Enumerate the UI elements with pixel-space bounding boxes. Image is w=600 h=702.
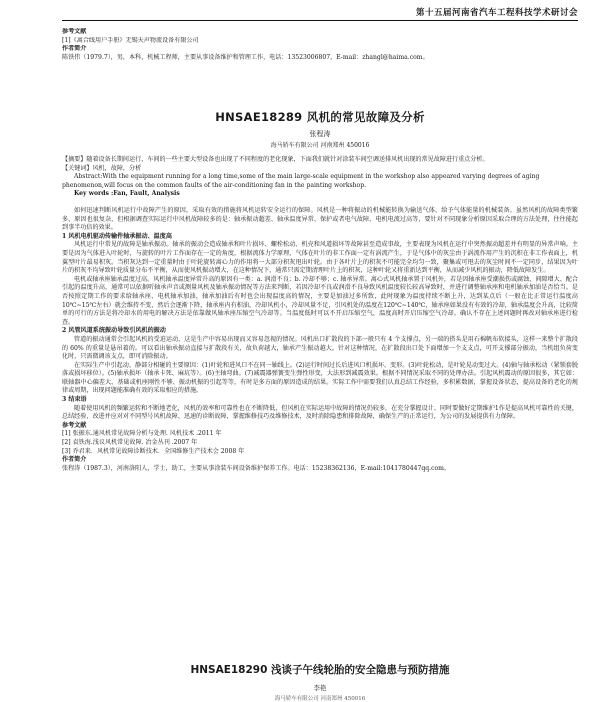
section-heading: 3 结束语 <box>62 396 87 404</box>
abstract-cn: 【摘要】随着设备长期间运行，车间的一些主要大型设备也出现了不同程度的老化现象，下面我们就针对涂装车间空调送排风机出现的常见故障进行重点分析。 <box>62 156 489 163</box>
reference-line: 张程涛（1987.3），河南洛阳人，学士，助工，主要从事涂装车间设备维护保养工作。电话：15238362136，E-mail:1041780447qq.com。 <box>62 464 451 472</box>
section-heading: 1 风机电机驱动传输件轴承振动、温度高 <box>62 232 172 240</box>
reference-line: [1] 张振东.通风机常见故障分析与处理. 风机技术 .2011 年 <box>62 430 222 438</box>
section-heading: 2 风管风道系统振动导致引风机的振动 <box>62 327 166 335</box>
prev-ref-item: [1]《离合线用户手册》无锡天声物流设备有限公司 <box>62 36 199 44</box>
paper-title: HNSAE18289 风机的常见故障及分析 <box>215 110 425 124</box>
prev-author-heading: 作者简介 <box>62 45 87 53</box>
section-heading: 参考文献 <box>62 421 87 429</box>
reference-line: [2] 袁铁海.浅议风机常见故障. 冶金丛刊 .2007 年 <box>62 439 198 447</box>
abstract-en: Abstract:With the equipment running for a long time,some of the main large-scale equipment in the workshop also appeared varying degrees of aging phenomenon,will focus on the common faults of the air-conditioning fan in the painting workshop. <box>62 173 540 189</box>
abstract-block <box>62 156 578 199</box>
keywords-cn: 【关键词】风机，故障，分析 <box>62 164 142 172</box>
header-rule <box>62 20 578 21</box>
prev-author-bio: 陈铁伟（1979.7），男，本科，机械工程师，主要从事设备维护和管理工作，电话：13523006807，E-mail：zhangl@haima.com。 <box>62 53 429 61</box>
next-article-affiliation: 海马轿车有限公司 河南郑州 450016 <box>274 696 366 702</box>
body-paragraph: 如何迅速判断风机运行中故障产生的原因，采取有效的措施将风机运转安全运行的保障。风机是一种将振动的机械能转换为输送气体、给予气体能量的机械装备。虽然风机的故障类型繁多，原因也很复杂，但根据调查实际运行中风机故障较多的是：轴承振动超差、轴承温度异常、保护或者电气故障、电机电流过高等，要针对不同现象分析原因采取合理的方法处理，往往能起到事半功倍的效果。 <box>62 207 578 232</box>
body-paragraph: 电机或轴承座轴承温度过高。风机轴承温度异常升高的原因有一类：a. 润滑不良；b. 冷却不够；c. 轴承异常。离心式风机轴承置于风机外，若是因轴承座受潮损伤或腐蚀、间隙增大、配合引起的温度升高，通常可以依据听轴承声音或测量风机及轴承振动情况等方法来判断，若因冷却不良或润滑不良导致风机温度较长较高导致时，并进行调整轴承座和电机轴承加油是否恰当。是否按照定期工作的要求给轴承座、电机轴承加油，轴承加油后有时也会出现温度高的情况，主要是加油过多所致，此时现象为温度持续不断上升，达到某点后（一般在比正常运行温度高10℃~15℃左右）就会维持不变，然后会逐渐下降，轴承座内有积油，冷却风机小，冷却风量不足，引风机处的温度在120℃~140℃，轴承座如果没有有效的冷却，轴承温度会升高，比较简单的可行的方法是将冷却水的用电的解决方法是依靠做风轴承座压缩空气冷却等。当温度低时可以不开启压缩空气，温度高时开启压缩空气冷却。确认不存在上述问题时再改对轴承座进行检查。 <box>62 275 578 326</box>
section-heading: 作者简介 <box>62 456 87 464</box>
prev-refs-heading: 参考文献 <box>62 28 87 35</box>
next-article-title: HNSAE18290 浅谈子午线轮胎的安全隐患与预防措施 <box>190 664 450 676</box>
body-paragraph: 随着使用风机的频繁运转和不断地老化，风机的效率和可靠性也在不断降低，但风机在实际运用中故障的情况仍较多，在充分掌握设计、同时要做好定期维护1作是提高风机可靠性的关键，总结经验，改进并应对对不同型号风机故障、迅速的诊断故障，掌握维修技巧及维修技术，及时消除隐患和排除故障，确保生产的正常运行，为公司的发展提供有力保障。 <box>62 404 578 421</box>
running-header: 第十五届河南省汽车工程科技学术研讨会 <box>415 8 578 18</box>
reference-line: [3] 乔君来．风机常见故障诊断技术．全国维修生产技术会 2008 年 <box>62 447 245 455</box>
next-article-author: 李艳 <box>313 684 327 692</box>
paper-affiliation: 海马轿车有限公司 河南郑州 450016 <box>270 142 370 149</box>
paper-author: 张程涛 <box>309 130 331 138</box>
previous-article-tail <box>62 28 578 62</box>
keywords-en: Key words :Fan, Fault, Analysis <box>74 190 180 198</box>
body-paragraph: 在实际生产中引起动、静部分相碰的主要原因：(1)叶轮和进风口不在同一轴线上。(2)运行时间过长后进风口机损坏、变形。(3)叶轮松动，是叶轮晃动变过大。(4)轴与轴承松动（紧锁套脱落或损坏移位）。(5)轴承损坏（轴承卡死、麻坑等）。(6)主轴弯曲。(7)减震器弹簧变生弹性形变，大法形到减震效果。根据不同情况采取不同的处理办法。引起风机震动的原因很多，其它如：联轴器中心偏差大、基础或机座刚性不够、振动机振的引起等等，有时是多方面的原因造成的结果。实际工作中需要我们认真总结工作经验，多积累数据，掌握设备状态，提高设备的老化的规律或周期，出现问题能准确有效的采取相应的措施。 <box>62 361 578 395</box>
body-paragraph: 管道的振动通常会引起风机的受迫运动，这是生产中容易出现而又容易忽视的情况。风机出口扩散段的下部一般只有 4 个支撑点，另一端的搭头是用石棉帆布软接头，这样一来整个扩散段的 60% 的重量是悬吊着的。可以看出轴承振动直接与扩散段有关，故负荷越大，轴承产生振动越大。针对这种情况，在扩散段出口处下面增加一个支支点，可开支撑部分振动，当机组负荷变化时，只需微调该支点，即可消除振动。 <box>62 335 578 361</box>
body-paragraph: 风机运行中常见的故障是轴承振动。轴承的振动会造成轴承和叶片损坏、螺栓松动、机壳和风道损坏等故障甚至造成事故，主要表现为风机在运行中突然振动超差并有明显的异常声响。主要是因为气体进入叶轮时，与旋转的叶片工作面存在一定的角度，根据流体力学原理，气体在叶片的非工作面一定有涡流产生，于是气体中的灰尘由于涡流作用产生的沉积在非工作表面上，机翼型叶片最易积灰。当积灰达到一定重量时由于叶轮旋转离心力的作用将一大部分积灰甩出叶轮。由于各叶片上的积灰不可能完全均匀一致，聚集或可甩去的灰尘时间不一定同步，结果因为叶片的积灰不均导致叶轮质量分布不平衡，从而使风机振动增大，在这种情况下，通常只需定期清理叶片上的积灰，这种叶轮又将重新达到平衡，从而减少风机的振动，降低故障发生。 <box>62 241 578 275</box>
paper-body <box>62 207 578 473</box>
